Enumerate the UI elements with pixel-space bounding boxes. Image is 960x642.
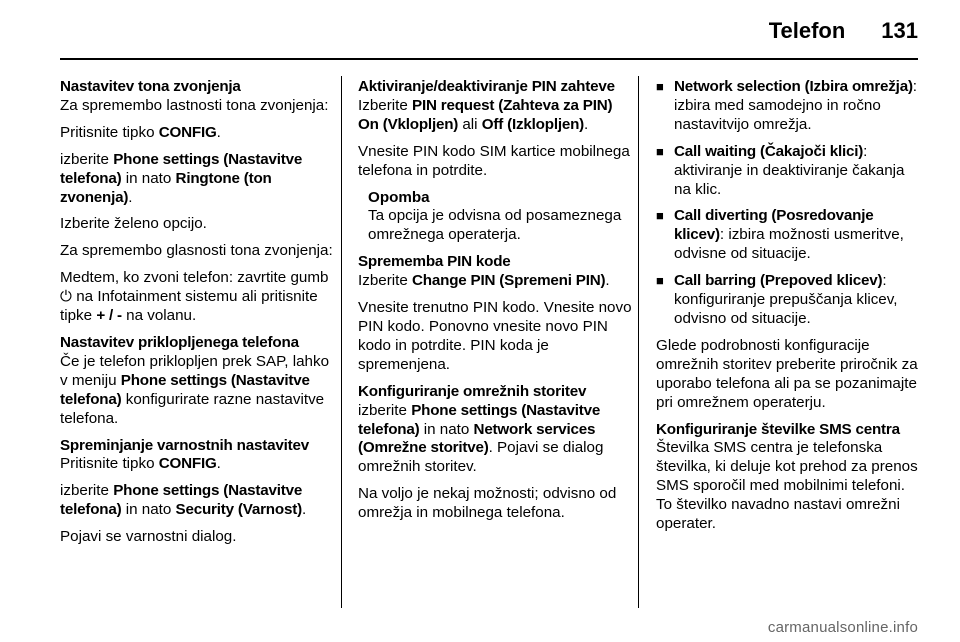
note-text: Ta opcija je odvisna od posameznega omrežnega operaterja. <box>368 207 622 244</box>
section-heading: Sprememba PIN kode <box>358 253 511 271</box>
paragraph: Izberite želeno opcijo. <box>60 215 207 233</box>
note-box <box>358 189 634 246</box>
paragraph: Za spremembo glasnosti tona zvonjenja: <box>60 242 333 260</box>
paragraph: Če je telefon priklopljen prek SAP, lahko v meniju Phone settings (Nastavitve telefona) konfigurirate razne nastavitve telefona. <box>60 352 330 427</box>
paragraph: Za spremembo lastnosti tona zvonjenja: <box>60 96 329 114</box>
page-header <box>769 18 918 44</box>
section-heading: Spreminjanje varnostnih nastavitev <box>60 436 309 454</box>
watermark: carmanualsonline.info <box>767 619 918 636</box>
column-divider <box>341 76 342 608</box>
section-heading: Nastavitev priklopljenega telefona <box>60 333 299 351</box>
paragraph: izberite Phone settings (Nastavitve telefona) in nato Security (Varnost). <box>60 482 307 519</box>
paragraph: izberite Phone settings (Nastavitve telefona) in nato Ringtone (ton zvonenja). <box>60 150 303 206</box>
paragraph: Glede podrobnosti konfiguracije omrežnih storitev preberite priročnik za uporabo telefona ali pa se pozanimajte pri omrežnem operaterju. <box>656 336 918 411</box>
bullet-square-icon: ■ <box>656 273 664 289</box>
bullet-square-icon: ■ <box>656 143 664 159</box>
list-item: ■ Call waiting (Čakajoči klici): aktiviranje in deaktiviranje čakanja na klic. <box>656 142 905 198</box>
paragraph: Vnesite PIN kodo SIM kartice mobilnega telefona in potrdite. <box>358 142 630 179</box>
section-heading: Aktiviranje/deaktiviranje PIN zahteve <box>358 78 615 95</box>
list-item: ■ Call diverting (Posredovanje klicev): izbira možnosti usmeritve, odvisne od situacije. <box>656 207 904 263</box>
paragraph: Izberite Change PIN (Spremeni PIN). <box>358 272 610 290</box>
section-heading: Konfiguriranje omrežnih storitev <box>358 382 587 400</box>
paragraph: Pritisnite tipko CONFIG. <box>60 455 221 473</box>
list-item: ■ Call barring (Prepoved klicev): konfiguriranje prepuščanja klicev, odvisno od situacije. <box>656 272 898 327</box>
list-item: ■ Network selection (Izbira omrežja): izbira med samodejno in ročno nastavitvijo omrežja. <box>656 78 918 133</box>
section-heading: Konfiguriranje številke SMS centra <box>656 420 900 438</box>
bullet-square-icon: ■ <box>656 208 664 224</box>
bullet-square-icon: ■ <box>656 79 664 94</box>
paragraph: Izberite PIN request (Zahteva za PIN) On (Vklopljen) ali Off (Izklopljen). <box>358 96 613 133</box>
page-title: Telefon <box>768 18 846 43</box>
paragraph: Številka SMS centra je telefonska številka, ki deluje kot prehod za prenos SMS sporočil med mobilnimi telefoni. To številko navadno nastavi omrežni operater. <box>656 439 918 533</box>
header-rule <box>60 58 918 60</box>
paragraph: Na voljo je nekaj možnosti; odvisno od omrežja in mobilnega telefona. <box>358 485 617 522</box>
column-middle <box>358 78 634 531</box>
page-number: 131 <box>881 18 918 43</box>
paragraph: Vnesite trenutno PIN kodo. Vnesite novo PIN kodo. Ponovno vnesite novo PIN kodo in potrdite. PIN koda je spremenjena. <box>358 299 632 373</box>
note-title: Opomba <box>368 188 430 206</box>
paragraph: izberite Phone settings (Nastavitve telefona) in nato Network services (Omrežne storitve). Pojavi se dialog omrežnih storitev. <box>358 401 604 476</box>
paragraph: Pojavi se varnostni dialog. <box>60 528 237 546</box>
column-divider <box>638 76 639 608</box>
column-left <box>60 78 336 555</box>
paragraph: Medtem, ko zvoni telefon: zavrtite gumb ⏻ na Infotainment sistemu ali pritisnite tipke + / - na volanu. <box>60 269 329 325</box>
column-right <box>656 78 918 542</box>
section-heading: Nastavitev tona zvonjenja <box>60 78 241 95</box>
power-knob-icon: ⏻ <box>60 288 73 306</box>
paragraph: Pritisnite tipko CONFIG. <box>60 123 221 141</box>
